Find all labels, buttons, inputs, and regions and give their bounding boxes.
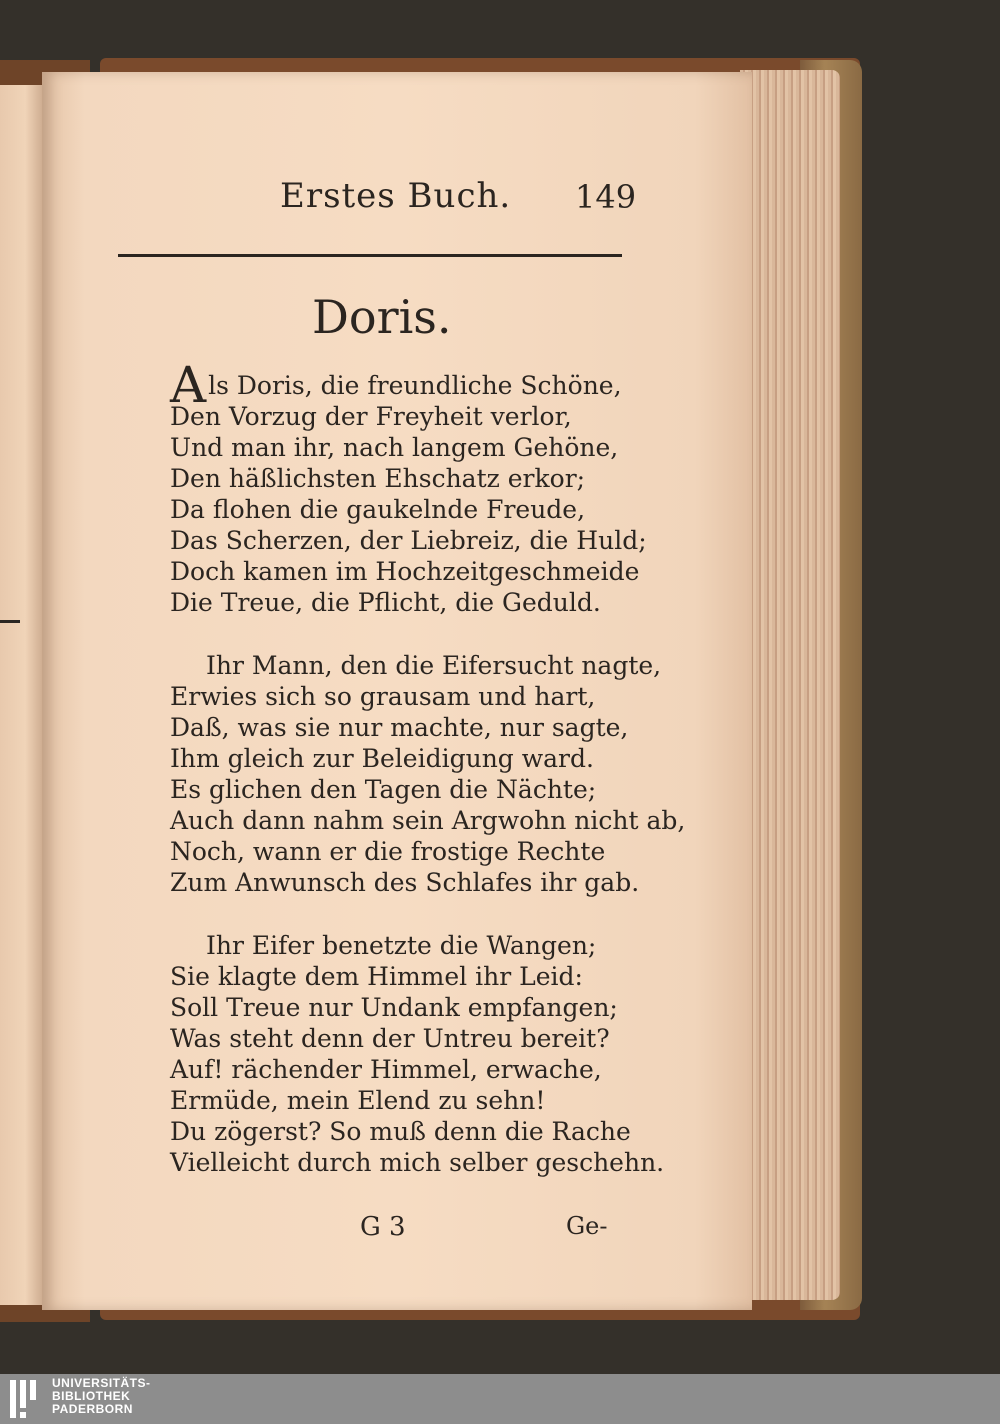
library-logo-icon [8,1378,46,1420]
library-name [52,1377,151,1416]
poem-line: Den häßlichsten Ehschatz erkor; [170,464,586,493]
left-page-edge [0,85,42,1305]
poem-title: Doris. [312,290,452,344]
running-head: Erstes Buch. [280,176,512,216]
header-rule [118,254,622,257]
poem-line: Als Doris, die freundliche Schöne, [170,356,622,414]
poem-line: Es glichen den Tagen die Nächte; [170,775,597,804]
stanza-1 [170,356,685,618]
poem-line: Den Vorzug der Freyheit verlor, [170,402,572,431]
poem-line: Soll Treue nur Undank empfangen; [170,993,618,1022]
left-page-rule [0,620,20,623]
poem-line: Noch, wann er die frostige Rechte [170,837,606,866]
poem-line: Da flohen die gaukelnde Freude, [170,495,586,524]
signature-mark: G 3 [360,1212,406,1242]
page-stack-edge [740,70,840,1300]
stanza-2 [170,650,685,898]
catchword: Ge- [566,1212,608,1240]
poem-line: Ihr Eifer benetzte die Wangen; [206,931,597,960]
page-number: 149 [575,178,637,216]
poem-line: Auch dann nahm sein Argwohn nicht ab, [170,806,686,835]
poem-line: Auf! rächender Himmel, erwache, [170,1055,602,1084]
poem-line: Ihm gleich zur Beleidigung ward. [170,744,594,773]
poem-line: Daß, was sie nur machte, nur sagte, [170,713,629,742]
poem-line: Sie klagte dem Himmel ihr Leid: [170,962,583,991]
poem-line: Ermüde, mein Elend zu sehn! [170,1086,546,1115]
poem-line: Was steht denn der Untreu bereit? [170,1024,610,1053]
library-name-line: BIBLIOTHEK [52,1389,131,1403]
poem-line: Und man ihr, nach langem Gehöne, [170,433,619,462]
poem-line: Ihr Mann, den die Eifersucht nagte, [206,651,662,680]
poem-line: Vielleicht durch mich selber geschehn. [170,1148,665,1177]
poem-body [170,356,686,1210]
library-name-line: PADERBORN [52,1402,133,1416]
poem-line: Die Treue, die Pflicht, die Geduld. [170,588,601,617]
poem-line: Erwies sich so grausam und hart, [170,682,596,711]
poem-line: Du zögerst? So muß denn die Rache [170,1117,631,1146]
drop-cap: A [170,356,207,414]
poem-line: Zum Anwunsch des Schlafes ihr gab. [170,868,640,897]
library-name-line: UNIVERSITÄTS- [52,1376,151,1390]
poem-line: Doch kamen im Hochzeitgeschmeide [170,557,640,586]
stanza-3 [170,930,685,1178]
poem-line: Das Scherzen, der Liebreiz, die Huld; [170,526,647,555]
